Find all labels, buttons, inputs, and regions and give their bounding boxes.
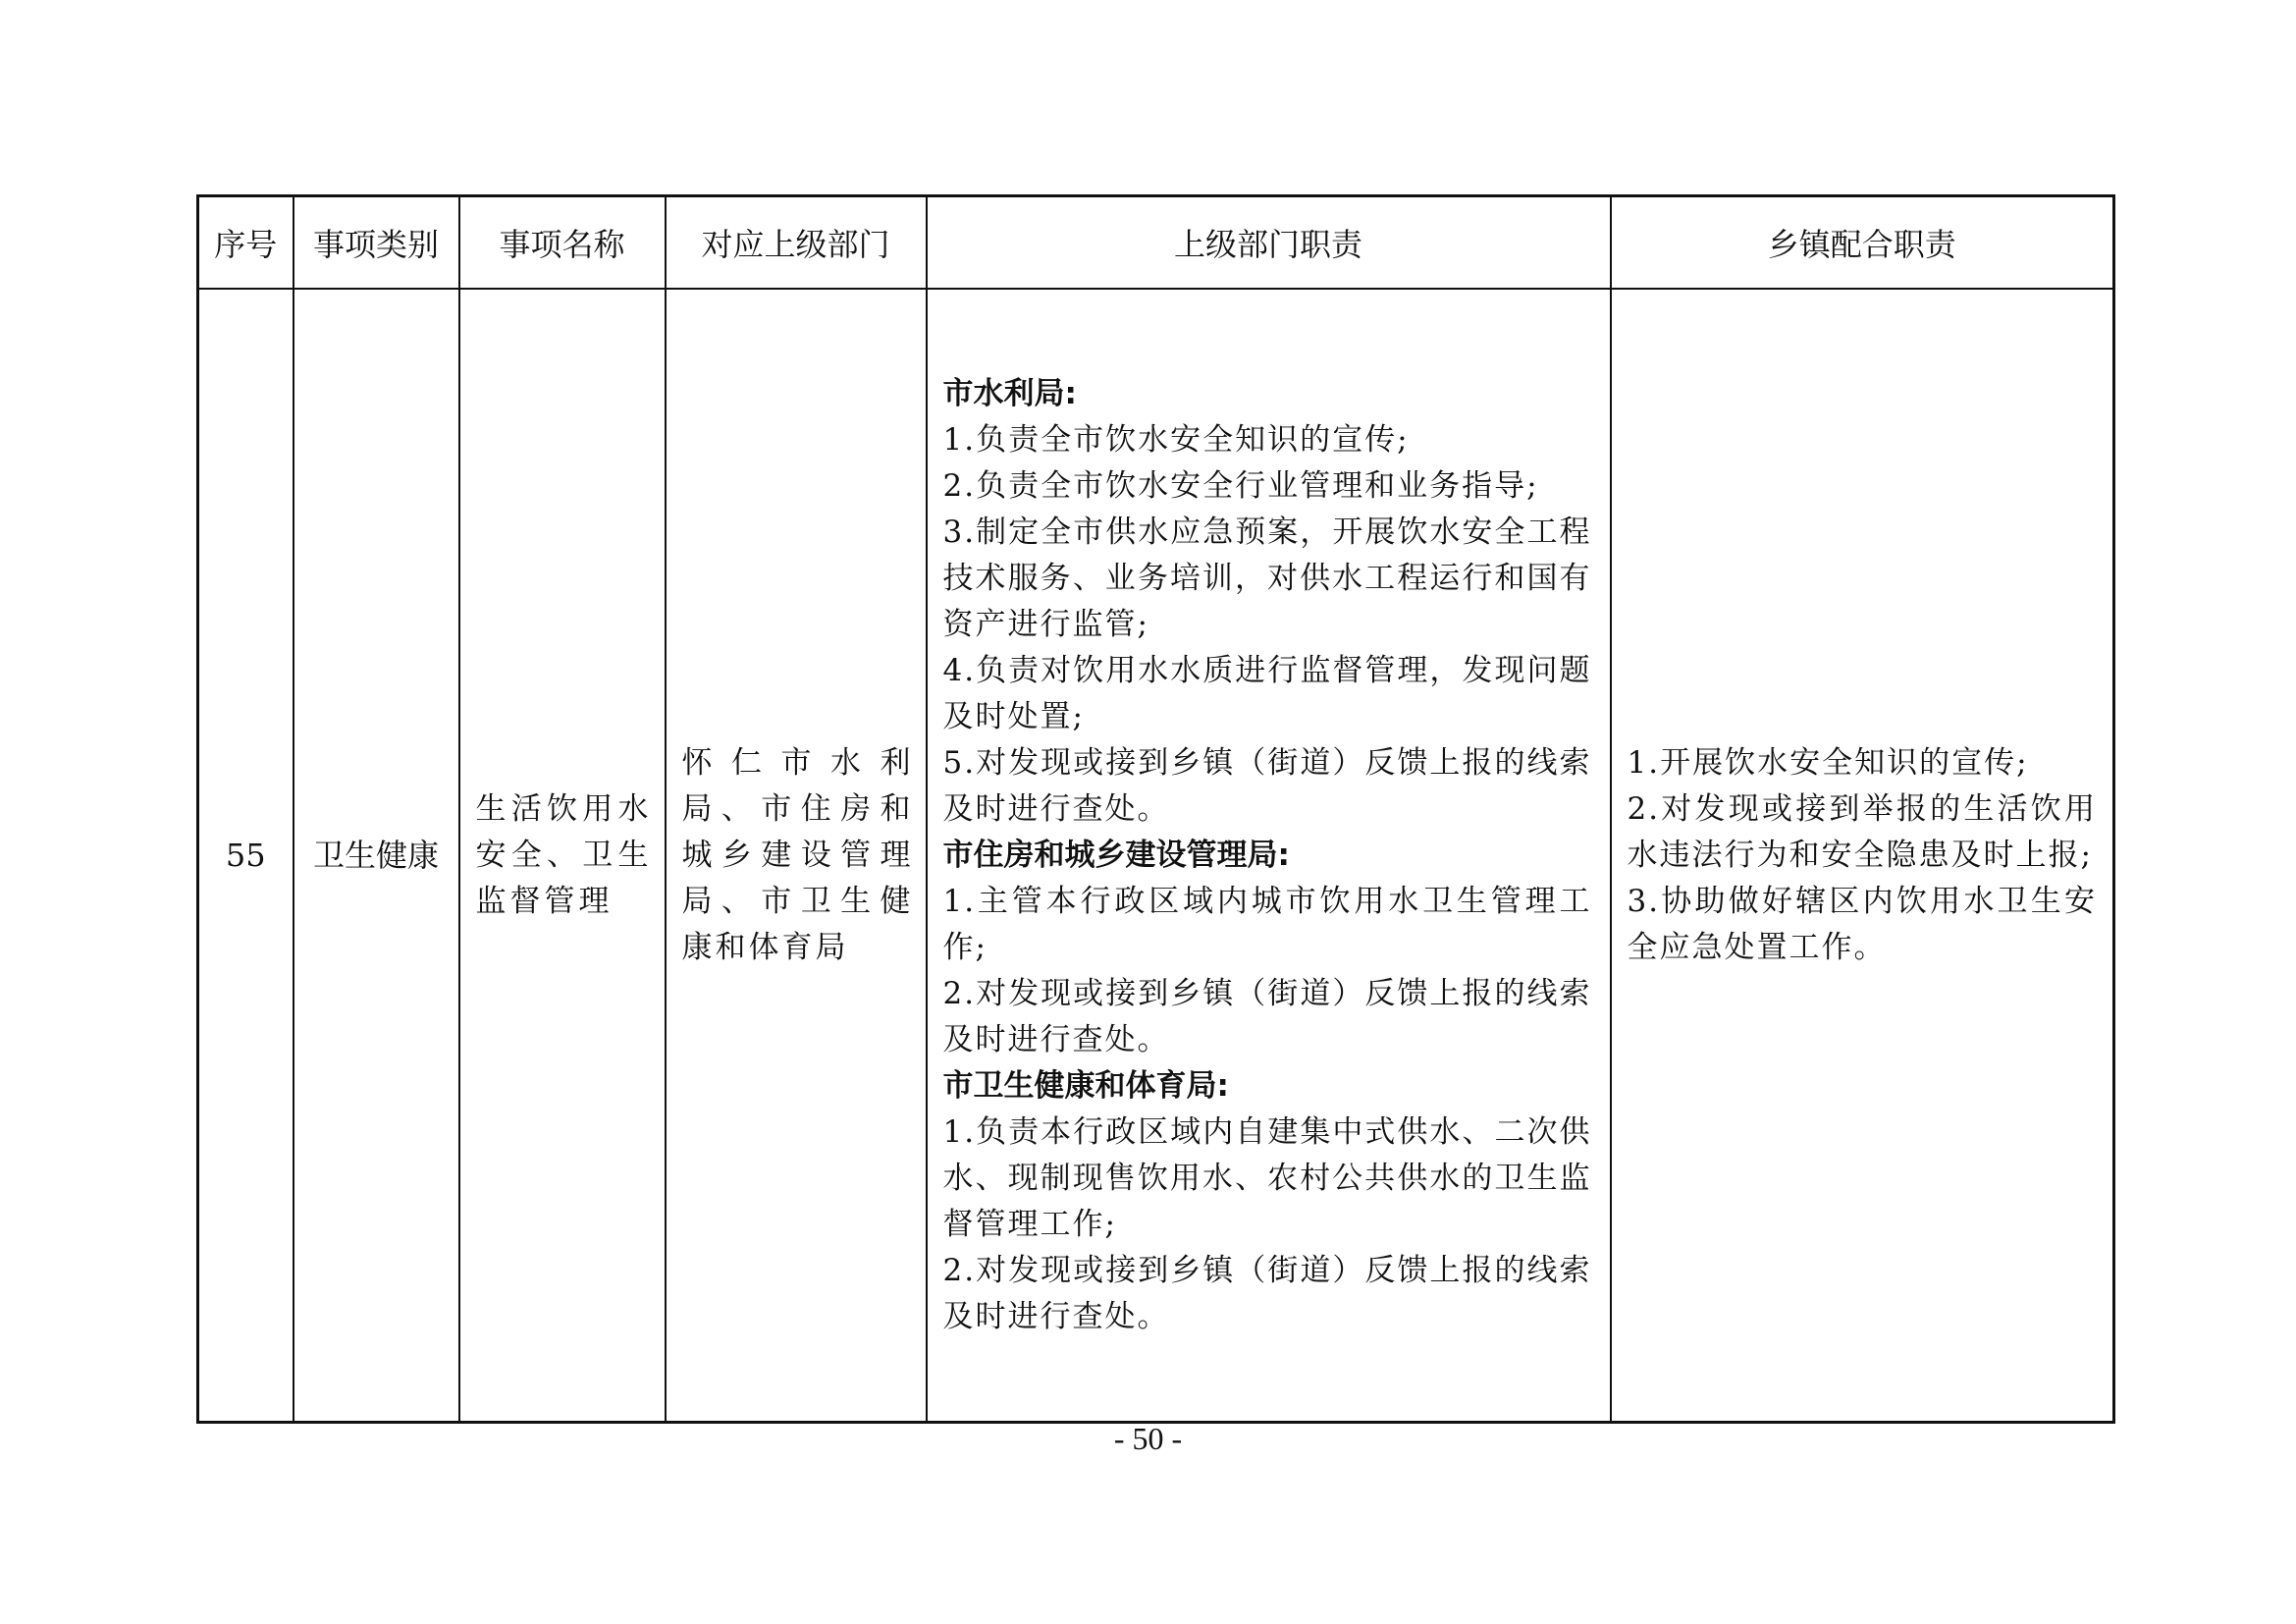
- duty-heading: 市水利局:: [942, 375, 1077, 411]
- header-superior-duties: 上级部门职责: [927, 196, 1611, 290]
- cell-item-name: 生活饮用水安全、卫生监督管理: [459, 289, 666, 1423]
- table-row: [198, 289, 2114, 1423]
- header-seq: 序号: [198, 196, 294, 290]
- duty-block-health-bureau: [943, 1063, 1592, 1340]
- table-header-row: [198, 196, 2114, 290]
- cell-departments: 怀仁市水利局、市住房和城乡建设管理局、市卫生健康和体育局: [666, 289, 927, 1423]
- duty-item: 1.主管本行政区域内城市饮用水卫生管理工作;: [942, 883, 1592, 965]
- duty-item: 5.对发现或接到乡镇（街道）反馈上报的线索及时进行查处。: [942, 744, 1592, 827]
- header-category: 事项类别: [294, 196, 459, 290]
- header-town-duties: 乡镇配合职责: [1611, 196, 2114, 290]
- duty-item: 3.制定全市供水应急预案，开展饮水安全工程技术服务、业务培训，对供水工程运行和国有资产进行监管;: [942, 514, 1592, 642]
- duty-item: 2.对发现或接到乡镇（街道）反馈上报的线索及时进行查处。: [942, 975, 1592, 1057]
- duty-block-water-bureau: [943, 371, 1592, 833]
- header-item-name: 事项名称: [459, 196, 666, 290]
- duty-item: 2.负责全市饮水安全行业管理和业务指导;: [942, 467, 1539, 504]
- cell-superior-duties: [927, 289, 1611, 1423]
- duty-item: 1.负责全市饮水安全知识的宣传;: [942, 421, 1410, 458]
- responsibility-table: [196, 194, 2115, 1424]
- cell-category: 卫生健康: [294, 289, 459, 1423]
- header-superior-department: 对应上级部门: [666, 196, 927, 290]
- cell-town-duties: [1611, 289, 2114, 1423]
- duty-item: 4.负责对饮用水水质进行监督管理，发现问题及时处置;: [942, 652, 1592, 734]
- town-duty-item: 3.协助做好辖区内饮用水卫生安全应急处置工作。: [1627, 883, 2097, 965]
- duty-heading: 市卫生健康和体育局:: [942, 1067, 1229, 1104]
- duty-item: 2.对发现或接到乡镇（街道）反馈上报的线索及时进行查处。: [942, 1252, 1592, 1334]
- page-number: - 50 -: [1113, 1421, 1183, 1456]
- duty-heading: 市住房和城乡建设管理局:: [942, 837, 1290, 873]
- town-duty-item: 1.开展饮水安全知识的宣传;: [1627, 744, 2029, 781]
- duty-block-housing-bureau: [943, 833, 1592, 1063]
- town-duty-item: 2.对发现或接到举报的生活饮用水违法行为和安全隐患及时上报;: [1627, 790, 2097, 873]
- duty-item: 1.负责本行政区域内自建集中式供水、二次供水、现制现售饮用水、农村公共供水的卫生监督管理工作;: [942, 1113, 1592, 1242]
- cell-seq: 55: [198, 289, 294, 1423]
